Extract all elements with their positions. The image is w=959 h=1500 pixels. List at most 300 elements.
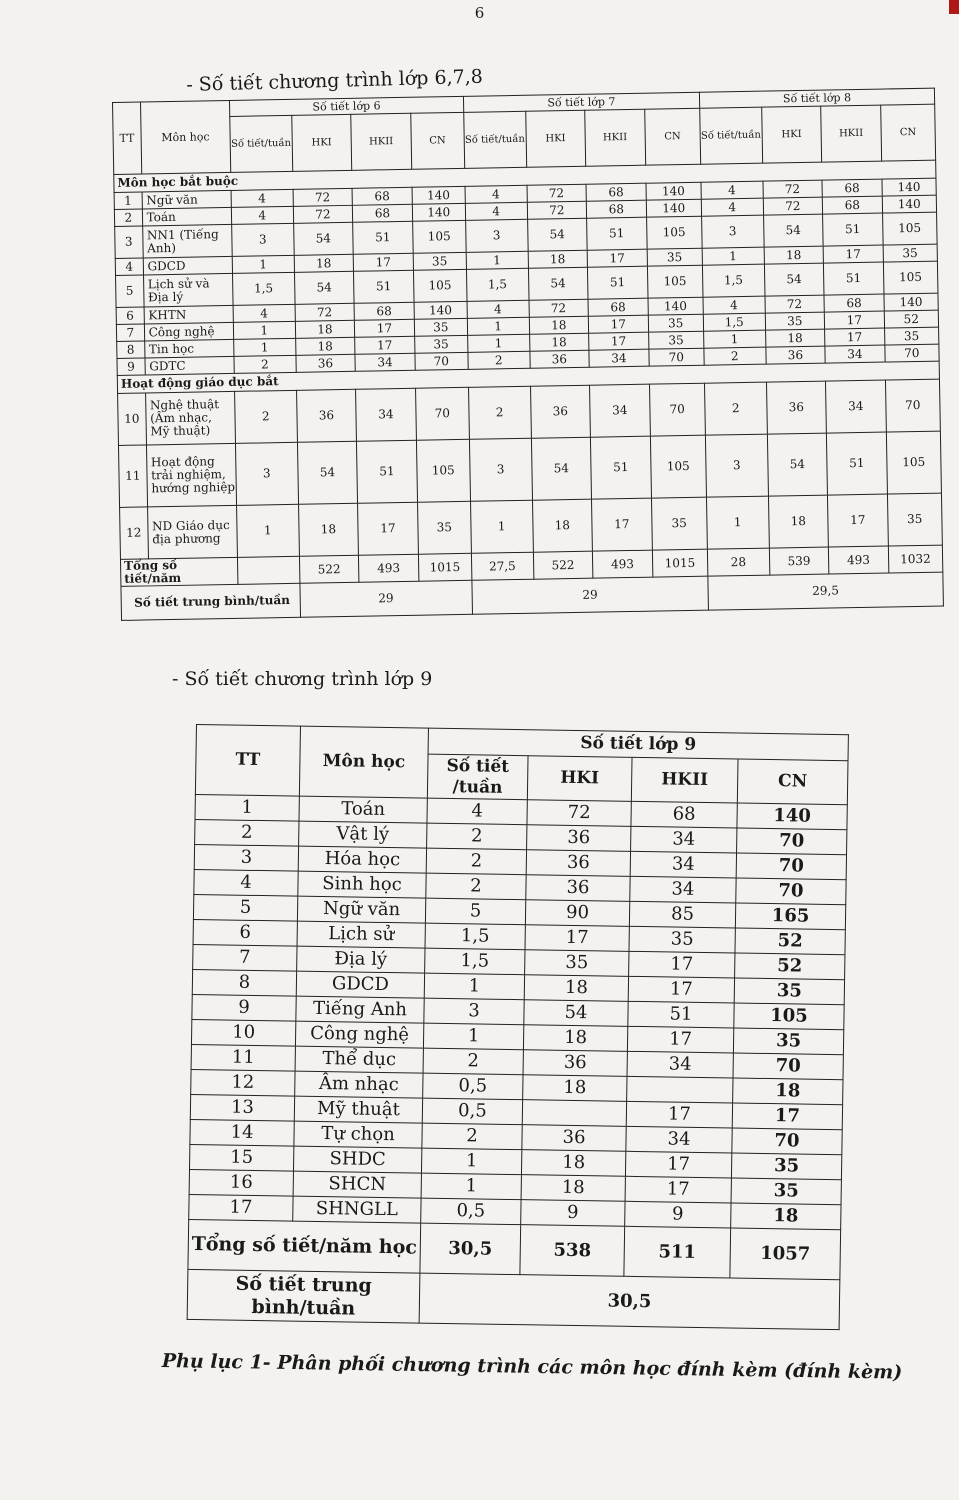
cell-hki: 35 — [525, 950, 629, 977]
average-grade7: 29 — [472, 576, 709, 614]
cell-grade8-per-week: 2 — [704, 382, 767, 435]
cell-grade8-cn: 105 — [882, 212, 937, 245]
col-so-tiet-tuan: Số tiết/tuần — [700, 107, 763, 164]
cell-subject: Âm nhạc — [295, 1071, 423, 1098]
average-label: Số tiết trung bình/tuần — [121, 583, 300, 620]
group-grade6: Số tiết lớp 6 — [229, 96, 463, 116]
cell-grade7-hkii: 68 — [586, 183, 646, 201]
cell-tt: 15 — [190, 1144, 294, 1171]
cell-grade7-per-week: 3 — [465, 219, 527, 252]
cell-per-week: 2 — [426, 848, 526, 875]
col-so-tiet-tuan: Số tiết/tuần — [230, 115, 293, 172]
col-hkii: HKII — [821, 105, 882, 162]
total-cell: 511 — [624, 1226, 731, 1278]
cell-grade6-cn: 105 — [413, 269, 467, 302]
cell-grade7-cn: 35 — [648, 331, 704, 349]
appendix-caption: Phụ lục 1- Phân phối chương trình các môn học đính kèm (đính kèm) — [161, 1350, 903, 1384]
cell-grade6-cn: 35 — [413, 252, 466, 270]
total-cell: 493 — [829, 546, 889, 574]
cell-subject: Địa lý — [297, 946, 425, 973]
cell-hkii: 17 — [625, 1176, 731, 1203]
col-tt: TT — [113, 102, 142, 174]
cell-grade6-hkii: 34 — [355, 353, 415, 371]
cell-per-week: 0,5 — [423, 1073, 523, 1100]
cell-grade6-hkii: 68 — [354, 302, 414, 320]
table-grade-9 — [187, 724, 849, 1330]
cell-cn: 52 — [735, 953, 845, 980]
col-so-tiet-tuan: Số tiết/tuần — [464, 111, 527, 168]
cell-tt: 5 — [193, 894, 297, 921]
cell-cn: 35 — [733, 1028, 843, 1055]
cell-tt: 17 — [189, 1194, 293, 1221]
cell-grade6-cn: 105 — [416, 439, 470, 502]
cell-grade6-hki: 72 — [293, 205, 353, 223]
cell-grade7-cn: 140 — [646, 182, 702, 200]
cell-grade7-per-week: 1 — [470, 500, 533, 553]
cell-grade8-hkii: 68 — [822, 196, 882, 214]
cell-subject: Sinh học — [298, 871, 426, 898]
col-hkii: HKII — [585, 109, 646, 166]
col-cn: CN — [410, 112, 464, 169]
total-cell: 522 — [299, 555, 359, 583]
cell-tt: 6 — [116, 307, 144, 324]
cell-grade8-cn: 140 — [884, 293, 939, 311]
cell-grade6-per-week: 4 — [231, 189, 293, 207]
cell-subject: NN1 (Tiếng Anh) — [142, 224, 232, 258]
cell-grade8-hkii: 51 — [827, 432, 888, 495]
total-cell: 1057 — [730, 1228, 841, 1280]
cell-tt: 16 — [189, 1169, 293, 1196]
cell-grade8-hki: 54 — [764, 263, 824, 296]
cell-tt: 7 — [116, 324, 144, 341]
cell-grade7-hki: 18 — [529, 333, 589, 351]
cell-grade6-hkii: 51 — [354, 270, 414, 303]
cell-grade8-cn: 105 — [883, 261, 938, 294]
total-cell: 538 — [520, 1225, 625, 1277]
cell-tt: 9 — [117, 358, 145, 375]
cell-grade8-per-week: 3 — [702, 215, 764, 248]
cell-hkii — [627, 1076, 733, 1103]
cell-hki: 72 — [527, 800, 631, 827]
cell-grade8-hkii: 68 — [822, 179, 882, 197]
cell-grade6-cn: 140 — [412, 203, 465, 221]
cell-tt: 12 — [120, 507, 149, 559]
cell-grade7-per-week: 4 — [465, 202, 527, 220]
cell-hkii: 34 — [627, 1051, 733, 1078]
cell-tt: 10 — [118, 393, 147, 445]
cell-grade6-hkii: 68 — [353, 204, 413, 222]
cell-grade6-hki: 18 — [295, 320, 355, 338]
cell-grade8-cn: 70 — [885, 344, 940, 362]
col-tt: TT — [195, 725, 300, 797]
cell-per-week: 2 — [422, 1123, 522, 1150]
cell-grade6-hkii: 51 — [353, 221, 413, 254]
cell-cn: 70 — [736, 853, 846, 880]
section-mandatory-activities: Hoạt động giáo dục bắt — [117, 361, 939, 393]
cell-tt: 2 — [195, 819, 299, 846]
table-grades-6-7-8 — [112, 88, 944, 621]
cell-grade6-hkii: 17 — [358, 502, 418, 555]
cell-grade7-hkii: 34 — [589, 349, 649, 367]
cell-cn: 165 — [735, 903, 845, 930]
cell-grade6-per-week: 4 — [231, 206, 293, 224]
cell-tt: 13 — [190, 1094, 294, 1121]
cell-hkii: 34 — [630, 851, 736, 878]
cell-grade7-hki: 18 — [529, 316, 589, 334]
cell-grade6-per-week: 4 — [233, 304, 295, 322]
cell-grade6-per-week: 1 — [232, 255, 294, 273]
total-cell: 493 — [359, 554, 419, 582]
cell-grade8-hki: 36 — [766, 381, 826, 434]
cell-per-week: 3 — [424, 998, 524, 1025]
cell-subject: Nghệ thuật (Âm nhạc, Mỹ thuật) — [145, 391, 235, 445]
cell-subject: GDCD — [143, 256, 233, 275]
total-cell: 493 — [593, 550, 653, 578]
cell-grade7-hki: 36 — [529, 350, 589, 368]
cell-subject: Công nghệ — [295, 1021, 423, 1048]
cell-tt: 14 — [190, 1119, 294, 1146]
cell-grade8-per-week: 4 — [703, 296, 765, 314]
cell-grade7-cn: 35 — [648, 314, 704, 332]
average-row — [187, 1269, 840, 1329]
cell-cn: 140 — [737, 803, 847, 830]
cell-grade8-hki: 18 — [768, 495, 828, 548]
cell-tt: 12 — [191, 1069, 295, 1096]
cell-grade6-cn: 35 — [417, 501, 471, 554]
total-cell: 522 — [533, 551, 593, 579]
total-cell — [237, 556, 299, 584]
cell-hki: 54 — [524, 1000, 628, 1027]
cell-grade7-hki: 18 — [532, 499, 592, 552]
cell-grade6-per-week: 3 — [232, 223, 294, 256]
cell-hkii: 34 — [626, 1126, 732, 1153]
cell-grade6-hkii: 17 — [353, 253, 413, 271]
cell-grade6-per-week: 1 — [234, 338, 296, 356]
cell-subject: Vật lý — [299, 821, 427, 848]
cell-per-week: 1 — [424, 973, 524, 1000]
section-mandatory-subjects: Môn học bắt buộc — [114, 160, 936, 192]
cell-per-week: 2 — [427, 823, 527, 850]
cell-grade7-hkii: 34 — [590, 384, 650, 437]
cell-grade6-hki: 54 — [297, 441, 358, 504]
cell-hkii: 17 — [628, 976, 734, 1003]
cell-grade6-hkii: 51 — [357, 440, 418, 503]
cell-subject: Ngữ văn — [142, 190, 232, 209]
col-mon-hoc: Môn học — [299, 726, 428, 798]
cell-grade6-per-week: 1,5 — [232, 272, 294, 305]
cell-grade6-hki: 18 — [295, 337, 355, 355]
cell-grade7-cn: 105 — [650, 435, 706, 498]
cell-grade7-hkii: 51 — [588, 266, 648, 299]
cell-grade8-per-week: 1,5 — [702, 264, 764, 297]
cell-grade8-cn: 52 — [884, 310, 939, 328]
cell-cn: 35 — [731, 1153, 841, 1180]
cell-hkii: 51 — [628, 1001, 734, 1028]
total-cell: 1015 — [652, 549, 708, 577]
cell-grade7-cn: 105 — [647, 265, 703, 298]
average-value: 30,5 — [419, 1273, 840, 1330]
cell-grade8-per-week: 1 — [704, 330, 766, 348]
cell-tt: 5 — [116, 275, 144, 307]
cell-grade6-hkii: 34 — [356, 388, 416, 441]
cell-grade8-hkii: 68 — [824, 294, 884, 312]
cell-grade7-per-week: 3 — [469, 438, 532, 501]
cell-subject: KHTN — [144, 305, 234, 324]
cell-grade6-hki: 54 — [294, 271, 354, 304]
cell-grade8-hki: 18 — [765, 329, 825, 347]
cell-cn: 35 — [734, 978, 844, 1005]
cell-hki: 18 — [524, 975, 628, 1002]
cell-grade7-hki: 72 — [529, 299, 589, 317]
cell-per-week: 0,5 — [422, 1098, 522, 1125]
cell-hki: 36 — [527, 825, 631, 852]
cell-grade6-hki: 54 — [293, 222, 353, 255]
group-grade7: Số tiết lớp 7 — [463, 92, 699, 112]
cell-hkii: 17 — [629, 951, 735, 978]
cell-grade8-cn: 140 — [882, 195, 937, 213]
col-cn: CN — [880, 104, 935, 161]
cell-subject: Tin học — [144, 339, 234, 358]
table-grades-6-7-8-wrapper — [112, 88, 944, 621]
cell-grade7-hki: 18 — [528, 250, 588, 268]
cell-grade8-cn: 105 — [886, 431, 941, 494]
cell-hki: 36 — [522, 1125, 626, 1152]
cell-tt: 10 — [191, 1019, 295, 1046]
cell-per-week: 0,5 — [421, 1198, 521, 1225]
cell-cn: 70 — [736, 878, 846, 905]
cell-tt: 11 — [118, 445, 147, 507]
cell-hki — [522, 1100, 626, 1127]
cell-grade7-hki: 54 — [531, 437, 592, 500]
cell-subject: Tự chọn — [294, 1121, 422, 1148]
cell-hkii: 34 — [630, 876, 736, 903]
cell-grade6-cn: 70 — [415, 352, 468, 370]
average-grade6: 29 — [300, 580, 473, 617]
cell-tt: 6 — [193, 919, 297, 946]
cell-hki: 18 — [521, 1150, 625, 1177]
average-label: Số tiết trung bình/tuần — [187, 1269, 420, 1323]
cell-grade6-cn: 35 — [414, 335, 467, 353]
cell-grade8-per-week: 1 — [706, 496, 769, 549]
cell-grade7-cn: 105 — [646, 216, 702, 249]
cell-subject: Toán — [142, 207, 232, 226]
cell-grade7-hkii: 17 — [588, 315, 648, 333]
col-mon-hoc: Môn học — [140, 100, 231, 174]
total-cell: 30,5 — [420, 1223, 521, 1275]
cell-grade6-hki: 72 — [295, 303, 355, 321]
cell-grade7-per-week: 2 — [468, 386, 531, 439]
cell-hkii: 17 — [625, 1151, 731, 1178]
cell-grade8-cn: 35 — [884, 327, 939, 345]
cell-per-week: 1 — [421, 1148, 521, 1175]
cell-grade6-per-week: 1 — [237, 504, 300, 557]
cell-grade8-per-week: 4 — [701, 181, 763, 199]
cell-grade7-hki: 72 — [527, 184, 587, 202]
cell-subject: SHDC — [293, 1146, 421, 1173]
cell-grade8-hki: 72 — [763, 197, 823, 215]
cell-per-week: 1 — [421, 1173, 521, 1200]
cell-tt: 4 — [194, 869, 298, 896]
total-label: Tổng số tiết/năm học — [188, 1219, 421, 1273]
cell-subject: GDCD — [296, 971, 424, 998]
col-hki: HKI — [525, 110, 586, 167]
col-hki: HKI — [761, 106, 822, 163]
total-cell: 28 — [707, 548, 769, 576]
cell-grade7-hkii: 17 — [587, 249, 647, 267]
cell-hki: 18 — [521, 1175, 625, 1202]
cell-subject: SHNGLL — [293, 1196, 421, 1223]
cell-grade8-cn: 35 — [883, 244, 938, 262]
cell-grade8-hki: 54 — [767, 433, 828, 496]
page-number: 6 — [474, 4, 485, 22]
cell-cn: 18 — [731, 1203, 841, 1230]
col-hki: HKI — [291, 114, 352, 171]
cell-per-week: 4 — [427, 798, 527, 825]
cell-grade8-hkii: 51 — [824, 262, 884, 295]
cell-grade8-hki: 36 — [765, 346, 825, 364]
cell-subject: Thể dục — [295, 1046, 423, 1073]
cell-cn: 70 — [733, 1053, 843, 1080]
cell-tt: 1 — [195, 794, 299, 821]
cell-grade6-hkii: 17 — [355, 319, 415, 337]
cell-hki: 36 — [526, 850, 630, 877]
cell-grade6-per-week: 2 — [235, 390, 298, 443]
cell-hki: 17 — [525, 925, 629, 952]
cell-per-week: 2 — [423, 1048, 523, 1075]
cell-grade8-hki: 72 — [763, 180, 823, 198]
cell-grade7-cn: 35 — [647, 248, 703, 266]
cell-cn: 18 — [733, 1078, 843, 1105]
cell-grade7-per-week: 2 — [468, 351, 530, 369]
total-cell: 27,5 — [471, 552, 533, 580]
cell-grade7-hki: 54 — [528, 267, 588, 300]
cell-subject: Hoạt động trải nghiệm, hướng nghiệp — [146, 443, 236, 507]
cell-grade7-hkii: 68 — [586, 200, 646, 218]
cell-grade7-hkii: 51 — [591, 436, 652, 499]
cell-grade7-cn: 140 — [646, 199, 702, 217]
cell-grade6-cn: 35 — [414, 318, 467, 336]
cell-grade7-cn: 70 — [649, 348, 705, 366]
cell-grade8-per-week: 3 — [705, 434, 768, 497]
cell-grade6-hkii: 17 — [355, 336, 415, 354]
cell-grade8-hkii: 17 — [828, 494, 888, 547]
cell-grade6-hki: 18 — [298, 503, 358, 556]
heading-grades-6-7-8: - Số tiết chương trình lớp 6,7,8 — [186, 65, 484, 96]
cell-hkii: 85 — [629, 901, 735, 928]
cell-grade8-hkii: 34 — [825, 345, 885, 363]
cell-grade8-hki: 54 — [763, 214, 823, 247]
cell-grade7-per-week: 4 — [467, 300, 529, 318]
total-cell: 539 — [769, 547, 829, 575]
col-so-tiet-tuan: Số tiết /tuần — [427, 754, 528, 800]
cell-grade8-hki: 18 — [764, 246, 824, 264]
col-cn: CN — [737, 759, 848, 805]
cell-grade7-cn: 35 — [651, 497, 707, 550]
cell-grade7-per-week: 1 — [467, 317, 529, 335]
cell-grade6-hki: 18 — [294, 254, 354, 272]
cell-per-week: 2 — [426, 873, 526, 900]
cell-subject: Lịch sử — [297, 921, 425, 948]
cell-hki: 36 — [523, 1050, 627, 1077]
group-grade9: Số tiết lớp 9 — [428, 728, 848, 761]
total-label: Tổng số tiết/năm — [120, 557, 237, 586]
cell-tt: 7 — [193, 944, 297, 971]
cell-per-week: 1 — [423, 1023, 523, 1050]
cell-grade7-cn: 140 — [648, 297, 704, 315]
cell-grade7-per-week: 4 — [465, 185, 527, 203]
cell-grade7-per-week: 1 — [468, 334, 530, 352]
cell-grade6-cn: 105 — [412, 220, 466, 253]
cell-subject: Mỹ thuật — [294, 1096, 422, 1123]
cell-tt: 9 — [192, 994, 296, 1021]
cell-grade7-hki: 54 — [527, 218, 587, 251]
cell-tt: 2 — [114, 209, 142, 226]
col-hkii: HKII — [631, 757, 738, 803]
cell-hkii: 17 — [627, 1026, 733, 1053]
cell-hki: 18 — [523, 1075, 627, 1102]
cell-per-week: 1,5 — [425, 948, 525, 975]
cell-grade8-cn: 70 — [885, 379, 940, 432]
average-grade8: 29,5 — [708, 572, 944, 610]
cell-hki: 90 — [525, 900, 629, 927]
cell-grade7-per-week: 1,5 — [466, 268, 528, 301]
cell-hkii: 17 — [626, 1101, 732, 1128]
cell-grade6-hki: 36 — [296, 389, 356, 442]
cell-grade8-per-week: 2 — [704, 347, 766, 365]
cell-grade8-cn: 140 — [882, 178, 937, 196]
cell-tt: 4 — [115, 258, 143, 275]
cell-grade8-hkii: 34 — [826, 380, 886, 433]
cell-grade8-per-week: 1 — [702, 247, 764, 265]
cell-grade6-hki: 72 — [293, 188, 353, 206]
cell-cn: 105 — [734, 1003, 844, 1030]
col-hki: HKI — [527, 756, 632, 802]
cell-grade6-hki: 36 — [296, 354, 356, 372]
cell-tt: 8 — [192, 969, 296, 996]
cell-hki: 18 — [523, 1025, 627, 1052]
cell-grade6-per-week: 2 — [234, 355, 296, 373]
cell-tt: 1 — [114, 192, 142, 209]
cell-grade6-cn: 70 — [415, 387, 469, 440]
cell-per-week: 1,5 — [425, 923, 525, 950]
cell-cn: 35 — [731, 1178, 841, 1205]
cell-hki: 9 — [521, 1200, 625, 1227]
cell-grade8-hkii: 17 — [825, 328, 885, 346]
cell-subject: Lịch sử và Địa lý — [143, 273, 233, 307]
cell-subject: Công nghệ — [144, 322, 234, 341]
cell-subject: ND Giáo dục địa phương — [147, 505, 237, 559]
cell-subject: SHCN — [293, 1171, 421, 1198]
cell-tt: 8 — [117, 341, 145, 358]
cell-grade7-hkii: 17 — [592, 498, 652, 551]
total-cell: 1015 — [418, 553, 472, 581]
cell-grade6-cn: 140 — [414, 301, 467, 319]
cell-cn: 70 — [737, 828, 847, 855]
cell-grade7-hki: 72 — [527, 201, 587, 219]
cell-grade8-cn: 35 — [887, 493, 942, 546]
cell-hki: 36 — [526, 875, 630, 902]
cell-cn: 52 — [735, 928, 845, 955]
cell-grade7-hkii: 17 — [589, 332, 649, 350]
cell-grade7-per-week: 1 — [466, 251, 528, 269]
cell-subject: GDTC — [145, 356, 235, 375]
cell-tt: 11 — [191, 1044, 295, 1071]
cell-grade6-hkii: 68 — [352, 187, 412, 205]
cell-grade6-per-week: 3 — [235, 442, 298, 505]
cell-per-week: 5 — [425, 898, 525, 925]
cell-subject: Tiếng Anh — [296, 996, 424, 1023]
cell-subject: Toán — [299, 796, 427, 823]
